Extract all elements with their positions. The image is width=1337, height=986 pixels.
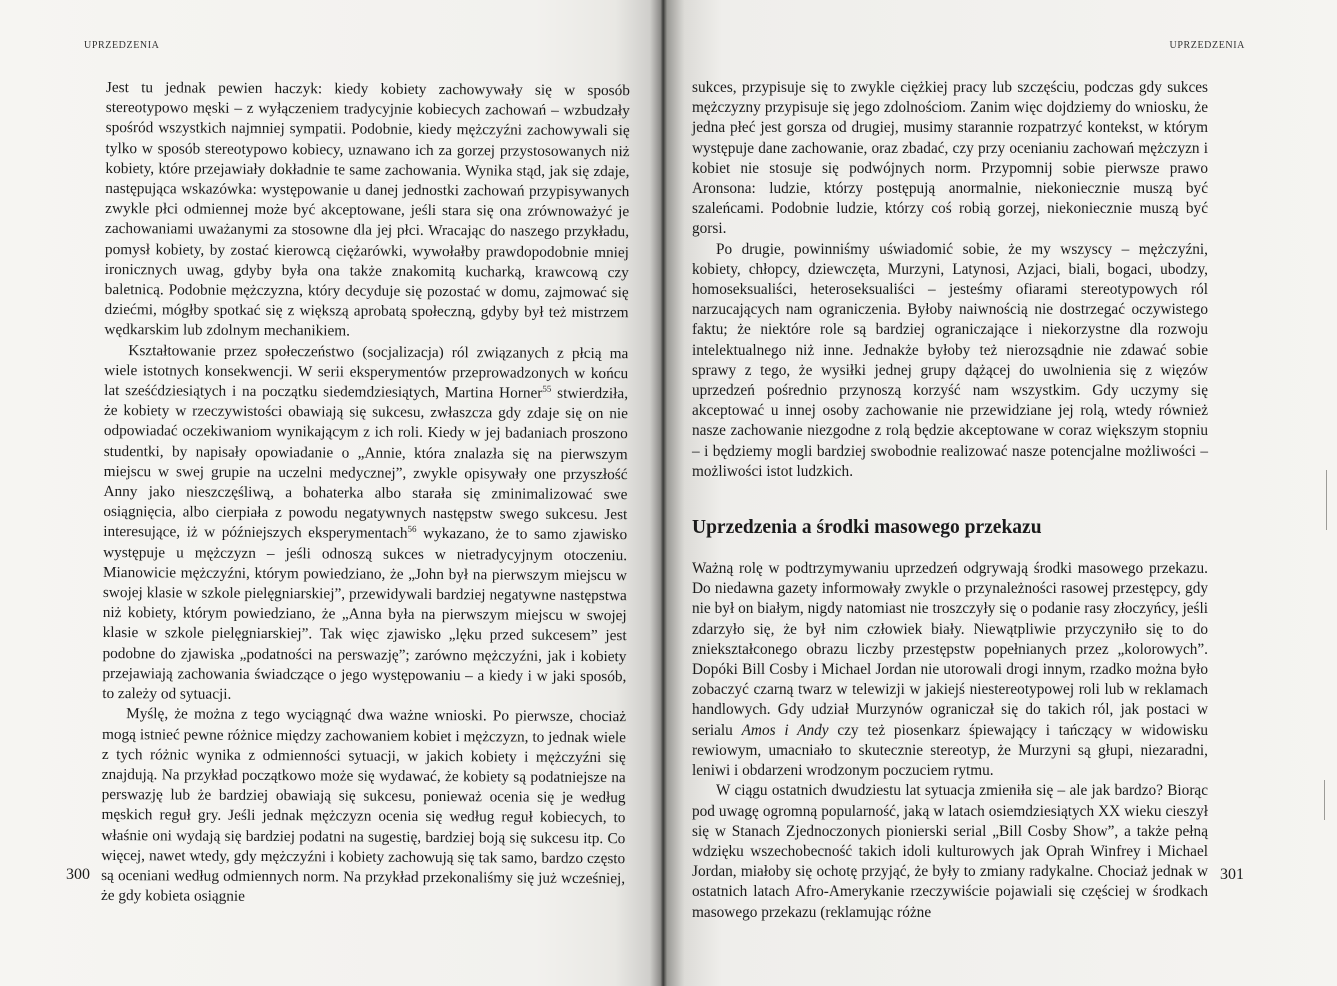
page-number-right: 301 (1220, 866, 1244, 883)
section-heading: Uprzedzenia a środki masowego przekazu (692, 517, 1042, 539)
scan-artifact-line (1326, 470, 1327, 530)
paragraph-2-text-c: wykazano, że to samo zjawisko występuje u mężczyzn – jeśli odnoszą sukces w nietradycyjnym otoczeniu. Mianowicie mężczyźni, którym powiedziano, że „John był na pierwszym miejscu w swojej klasie w szkole pielęgniarskiej”, przewidywali bardziej negatywne następstwa niż kobiety, którym powiedziano, że „Anna była na pierwszym miejscu w swojej klasie w szkole pielęgniarskiej”. Tak więc zjawisko „lęku przed sukcesem” jest podobne do zjawiska „podatności na perswazję”; zarówno mężczyźni, jak i kobiety przejawiają zachowania świadczące o jego występowaniu – a kiedy i w jaki sposób, to zależy od sytuacji. (102, 525, 628, 703)
left-page (0, 0, 650, 986)
right-page-body (692, 78, 1208, 923)
running-head-right: UPRZEDZENIA (1169, 40, 1245, 51)
running-head-left: UPRZEDZENIA (84, 40, 160, 51)
paragraph-1-text: Jest tu jednak pewien haczyk: kiedy kobiety zachowywały się w sposób stereotypowo męski – z wyłączeniem tradycyjnie kobiecych zachowań – wzbudzały spośród wszystkich najmniej sympatii. Podobnie, kiedy mężczyźni zachowywali się tylko w sposób stereotypowo kobiecy, uznawano ich za gorzej przystosowanych niż kobiety, które przejawiały dokładnie te same zachowania. Wynika stąd, jak się zdaje, następująca wskazówka: występowanie u danej jednostki zachowań przypisywanych zwykle płci odmiennej może być akceptowane, jeśli stara się ona zrównoważyć je zachowaniami uważanymi za stosowne dla jej płci. Wracając do naszego przykładu, pomysł kobiety, by zostać kierowcą ciężarówki, wywołałby prawdopodobnie mniej ironicznych uwag, gdyby była ona także znakomitą kucharką, krawcową czy baletnicą. Podobnie mężczyzna, który decyduje się pozostać w domu, zajmować się dziećmi, mógłby spotkać się z większą aprobatą społeczną, gdyby był też mistrzem wędkarskim lub zdolnym mechanikiem. (104, 78, 630, 340)
paragraph-2 (102, 341, 628, 708)
left-page-body (101, 78, 630, 910)
italic-series-title: Amos i Andy (741, 721, 829, 739)
section-paragraph-2: W ciągu ostatnich dwudziestu lat sytuacja zmieniła się – ale jak bardzo? Biorąc pod uwagę ogromną popularność, jaką w latach osiemdziesiątych XX wieku cieszył się w Stanach Zjednoczonych pionierski serial „Bill Cosby Show”, a także pełną wdzięku wszechobecność takich idoli kulturowych jak Oprah Winfrey i Michael Jordan, miałoby się ochotę przyjąć, że były to zmiany radykalne. Chociaż jednak w ostatnich latach Afro-Amerykanie rzeczywiście pojawiali się częściej w środkach masowego przekazu (reklamując różne (692, 782, 1208, 921)
paragraph-2-text-b: stwierdziła, że kobiety w rzeczywistości obawiają się sukcesu, zwłaszcza gdy zdaje się on nie odpowiadać oczekiwaniom wynikającym z ich roli. Kiedy w jej badaniach proszono studentki, by napisały opowiadanie o „Annie, która znalazła się na pierwszym miejscu w swej grupie na uczelni medycznej”, zwykle opisywały one przyszłość Anny jako nieszczęśliwą, a bohaterka albo starała się zminimalizować swe osiągnięcia, albo cierpiała z powodu negatywnych następstw swego sukcesu. Jest interesujące, iż w późniejszych eksperymentach (103, 384, 629, 543)
paragraph-second-conclusion: Po drugie, powinniśmy uświadomić sobie, że my wszyscy – mężczyźni, kobiety, chłopcy, dziewczęta, Murzyni, Latynosi, Azjaci, biali, bogaci, ubodzy, homoseksualiści, heteroseksualiści – jesteśmy ofiarami stereotypowych ról narzucających nam ograniczenia. Byłoby naiwnością nie dostrzegać oczywistego faktu; że niektóre role są bardziej ograniczające i niekorzystne dla rozwoju intelektualnego niż inne. Jednakże byłoby też nierozsądnie nie zdawać sobie sprawy z tego, że wysiłki jednej grupy dążącej do uwolnienia się z więzów uprzedzeń pośrednio przynoszą korzyść nam wszystkim. Gdy uczymy się akceptować u innej osoby zachowanie nie przewidziane jej rolą, wtedy również nasze zachowanie niezgodne z rolą będzie akceptowane w coraz większym stopniu – i będziemy mogli bardziej swobodnie realizować nasze potencjalne możliwości – możliwości istot ludzkich. (692, 240, 1208, 480)
footnote-ref-56: 56 (407, 524, 417, 535)
paragraph-3 (101, 704, 626, 909)
section-paragraph-1-text-b: czy też piosenkarz śpiewający i tańczący w widowisku rewiowym, umacniało to skutecznie stereotyp, że Murzyni są głupi, niezaradni, leniwi i obdarzeni wrodzonym poczuciem rytmu. (692, 721, 1208, 780)
page-number-left: 300 (66, 866, 90, 883)
right-page (668, 0, 1337, 986)
section-paragraph-1 (692, 559, 1208, 781)
paragraph-2-text-a: Kształtowanie przez społeczeństwo (socjalizacja) ról związanych z płcią ma wiele istotnych konsekwencji. W serii eksperymentów przeprowadzonych w końcu lat sześćdziesiątych i na początku siedemdziesiątych, Martina Horner (104, 341, 629, 402)
paragraph-continued: sukces, przypisuje się to zwykle ciężkiej pracy lub szczęściu, podczas gdy sukces mężczyzny przypisuje się jego zdolnościom. Zanim więc dojdziemy do wniosku, że jedna płeć jest gorsza od drugiej, musimy starannie rozpatrzyć kontekst, w którym występuje dane zachowanie, oraz zbadać, czy przy ocenianiu zachowań mężczyzn i kobiet nie stosuje się podwójnych norm. Przypomnij sobie pierwsze prawo Aronsona: ludzie, którzy postępują anormalnie, niekoniecznie muszą być szaleńcami. Podobnie ludzie, którzy coś robią gorzej, niekoniecznie muszą być gorsi. (692, 79, 1208, 238)
section-paragraph-1-text-a: Ważną rolę w podtrzymywaniu uprzedzeń odgrywają środki masowego przekazu. Do niedawna gazety informowały zwykle o przynależności rasowej przestępcy, gdy nie był on białym, nigdy natomiast nie troszczyły się o podanie rasy złoczyńcy, jeśli zdarzyło się, że był nim człowiek biały. Niewątpliwie przyczyniło się to do zniekształconego obrazu liczby przestępstw popełnianych przez „kolorowych”. Dopóki Bill Cosby i Michael Jordan nie utorowali drogi innym, rzadko można było zobaczyć czarną twarz w telewizji w jakiejś niestereotypowej roli lub w reklamach handlowych. Gdy udział Murzynów ograniczał się do takich ról, jak postaci w serialu (692, 560, 1208, 739)
paragraph-3-text: Myślę, że można z tego wyciągnąć dwa ważne wnioski. Po pierwsze, chociaż mogą istnieć pewne różnice między zachowaniem kobiet i mężczyzn, to jednak wiele z tych różnic wynika z odmienności sytuacji, w jakich kobiety i mężczyźni się znajdują. Na przykład początkowo może się wydawać, że kobiety są podatniejsze na perswazję lub że bardziej obawiają się sukcesu, ponieważ ocenia się je według męskich reguł gry. Jeśli jednak mężczyzn ocenia się według reguł kobiecych, to właśnie oni wydają się bardziej podatni na sugestię, bardziej boją się sukcesu itp. Co więcej, nawet wtedy, gdy mężczyźni i kobiety zachowują się tak samo, bardzo często są oceniani według odmiennych norm. Na przykład przekonaliśmy się już wcześniej, że gdy kobieta osiągnie (100, 705, 627, 905)
footnote-ref-55: 55 (542, 383, 552, 394)
paragraph-1 (104, 78, 630, 344)
scan-artifact-line-2 (1324, 780, 1325, 820)
